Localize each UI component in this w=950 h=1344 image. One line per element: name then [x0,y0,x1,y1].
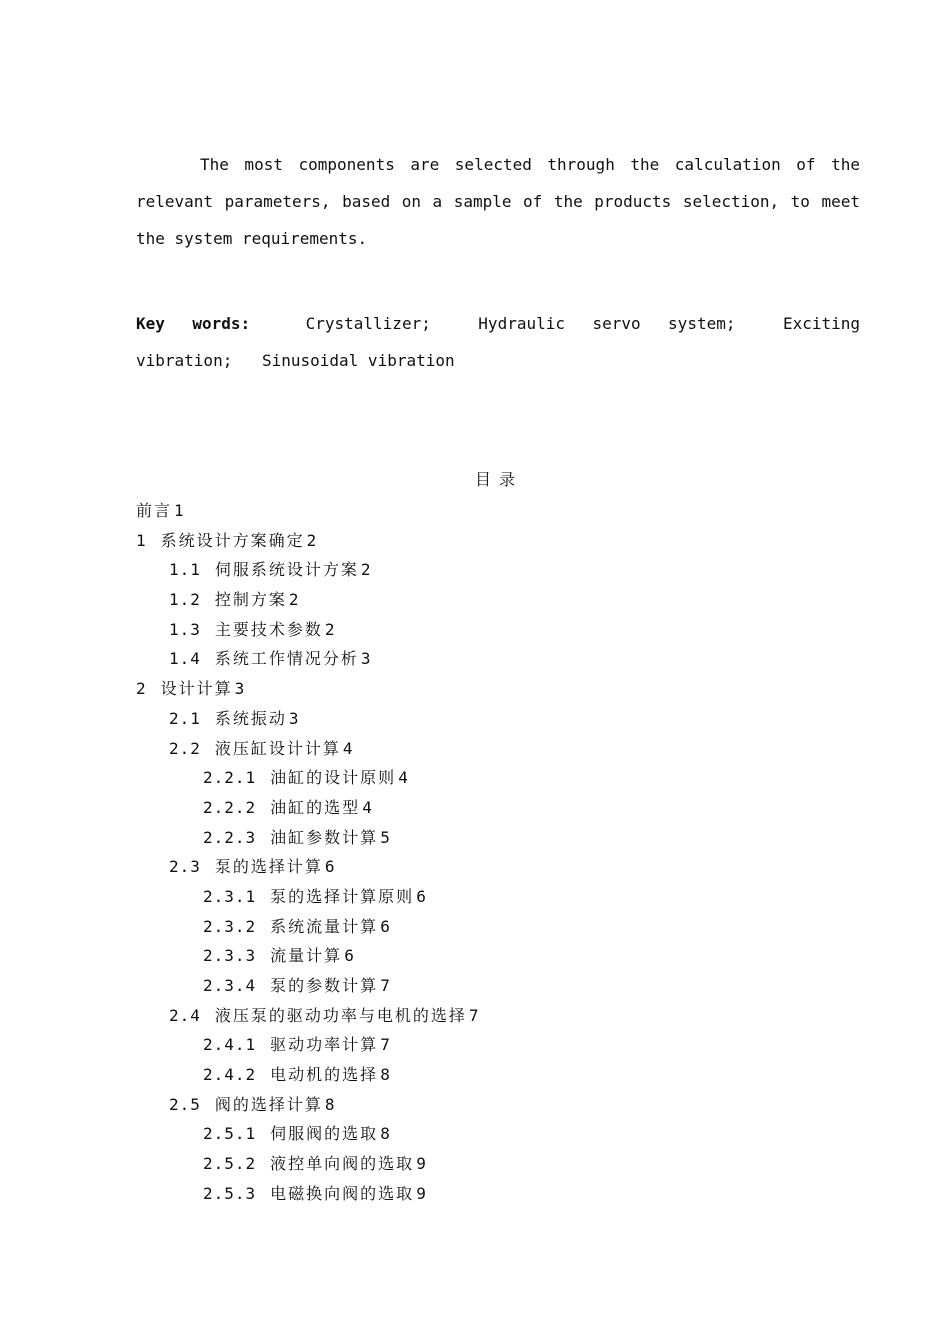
toc-entry[interactable] [136,1030,479,1060]
toc-entry[interactable] [136,763,479,793]
toc-entry[interactable] [136,1179,479,1209]
toc-entry[interactable] [136,882,479,912]
toc-entry-page: 3 [234,679,245,699]
toc-entry-number: 2.3.2 [203,916,257,936]
toc-entry[interactable] [136,1001,479,1031]
toc-entry[interactable] [136,793,479,823]
toc-entry-title: 泵的选择计算原则 [270,886,415,906]
toc-entry-title: 主要技术参数 [214,619,323,639]
toc-entry-title: 油缸的设计原则 [270,768,397,788]
toc-entry-number: 2.5.1 [203,1124,257,1144]
toc-entry-title: 控制方案 [214,590,287,610]
toc-entry-number: 1.4 [169,649,201,669]
toc-entry-number: 2.5 [169,1094,201,1114]
toc-entry[interactable] [136,852,479,882]
toc-entry-number: 2.3.1 [203,886,257,906]
toc-title: 目录 [474,470,523,489]
toc-entry-title: 液压缸设计计算 [214,738,341,758]
toc-entry-title: 油缸参数计算 [270,827,379,847]
toc-entry-number: 2.4.2 [203,1065,257,1085]
toc-entry[interactable] [136,526,479,556]
toc-entry-page: 9 [416,1183,426,1203]
toc-entry-number: 1.1 [169,560,201,580]
toc-entry-number: 1 [136,530,147,550]
toc-entry[interactable] [136,1149,479,1179]
toc-entry[interactable] [136,555,479,585]
toc-entry[interactable] [136,1090,479,1120]
keywords-line [136,305,860,379]
toc-entry[interactable] [136,585,479,615]
toc-entry-page: 6 [416,886,426,906]
toc-entry-title: 系统设计方案确定 [160,530,305,550]
keywords-label: Key words: [136,314,251,333]
toc-entry-number: 2.2.1 [203,768,257,788]
toc-entry-title: 液压泵的驱动功率与电机的选择 [214,1005,467,1025]
toc-entry-title: 流量计算 [270,946,343,966]
toc-entry-number: 2.2 [169,738,201,758]
toc-entry-title: 系统流量计算 [270,916,379,936]
toc-entry-page: 6 [380,916,390,936]
toc-entry-title: 泵的选择计算 [214,857,323,877]
toc-entry-page: 4 [398,768,408,788]
toc-entry-title: 系统振动 [214,708,287,728]
toc-entry[interactable] [136,941,479,971]
toc-entry-page: 3 [288,708,299,728]
toc-entry-page: 2 [360,560,371,580]
toc-entry-number: 2.5.2 [203,1154,257,1174]
keyword-item: Hydraulic servo system; [478,314,736,333]
toc-entry-page: 6 [344,946,354,966]
toc-entry[interactable] [136,912,479,942]
toc-entry-title: 系统工作情况分析 [214,649,359,669]
toc-entry-page: 5 [380,827,390,847]
keyword-item: Sinusoidal vibration [261,351,455,370]
toc-entry[interactable] [136,644,479,674]
toc-entry-title: 泵的参数计算 [270,976,379,995]
toc-entry[interactable] [136,704,479,734]
toc-entry[interactable] [136,615,479,645]
toc-entry-title: 伺服系统设计方案 [214,560,359,580]
toc-entry-number: 2.2.3 [203,827,257,847]
toc-entry-page: 4 [362,797,372,817]
keyword-item: Exciting vibration; [136,314,860,370]
toc-entry-page: 9 [416,1154,426,1174]
toc-entry-title: 电动机的选择 [270,1065,379,1085]
toc-entry-page: 8 [324,1094,335,1114]
table-of-contents [136,496,479,1209]
toc-entry-page: 7 [468,1005,479,1025]
toc-entry-number: 2.4 [169,1005,201,1025]
toc-entry-title: 阀的选择计算 [214,1094,323,1114]
toc-entry[interactable] [136,496,479,526]
toc-entry-title: 设计计算 [160,679,233,699]
toc-entry-number: 2.2.2 [203,797,257,817]
toc-entry-page: 1 [174,501,184,520]
toc-entry-title: 电磁换向阀的选取 [270,1183,415,1203]
toc-entry-title: 前言 [136,501,173,520]
toc-entry-number: 2 [136,679,147,699]
abstract-paragraph: The most components are selected through the calculation of the relevant parameters, based on a sample of the products selection, to meet the system requirements. [136,155,860,248]
toc-entry-page: 6 [324,857,335,877]
toc-entry-page: 8 [380,1065,390,1085]
toc-entry[interactable] [136,1060,479,1090]
toc-entry[interactable] [136,674,479,704]
toc-entry-title: 伺服阀的选取 [270,1124,379,1144]
toc-entry-page: 2 [324,619,335,639]
toc-entry-number: 2.1 [169,708,201,728]
toc-entry-number: 2.3.4 [203,976,257,995]
toc-entry-page: 7 [380,1035,390,1055]
toc-entry[interactable] [136,971,479,1001]
toc-entry-page: 7 [380,976,390,995]
toc-entry-title: 驱动功率计算 [270,1035,379,1055]
toc-entry-number: 2.5.3 [203,1183,257,1203]
toc-entry[interactable] [136,1119,479,1149]
keyword-item: Crystallizer; [305,314,431,333]
toc-entry-title: 油缸的选型 [270,797,361,817]
toc-entry-number: 2.4.1 [203,1035,257,1055]
toc-entry-number: 2.3 [169,857,201,877]
toc-entry[interactable] [136,823,479,853]
toc-entry-page: 4 [342,738,353,758]
toc-entry-page: 8 [380,1124,390,1144]
toc-entry-page: 2 [288,590,299,610]
toc-entry-page: 2 [306,530,317,550]
toc-entry-number: 2.3.3 [203,946,257,966]
toc-entry-number: 1.3 [169,619,201,639]
toc-entry-number: 1.2 [169,590,201,610]
toc-entry-title: 液控单向阀的选取 [270,1154,415,1174]
toc-entry-page: 3 [360,649,371,669]
toc-entry[interactable] [136,734,479,764]
